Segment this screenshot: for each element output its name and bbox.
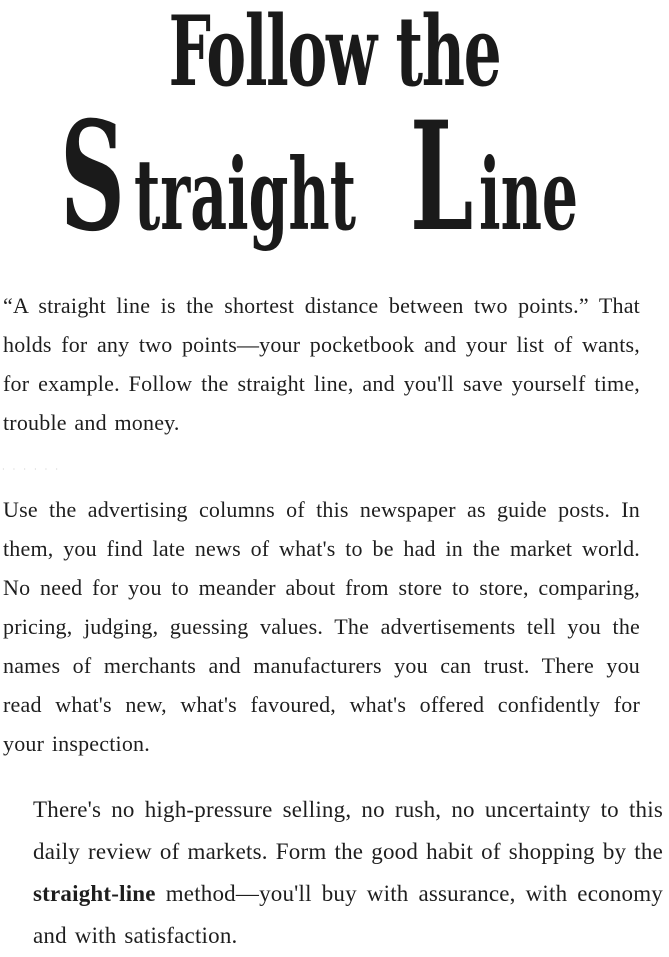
headline xyxy=(0,0,669,265)
headline-line-1: Follow the xyxy=(168,0,501,108)
paragraph-3-text-before: There's no high-pressure selling, no rush, no uncertainty to this daily review of markets. Form the good habit of shopping by the xyxy=(33,797,663,864)
headline-initial-s: S xyxy=(60,89,125,265)
headline-initial-l: L xyxy=(410,89,474,265)
headline-word-straight-rest: traight xyxy=(134,138,357,253)
straight-line-emphasis: straight-line xyxy=(33,881,156,906)
print-smudge: · · · · · · xyxy=(2,465,61,474)
headline-word-line-rest: ine xyxy=(479,138,579,253)
headline-word-line xyxy=(410,89,650,265)
paragraph-3 xyxy=(33,789,663,957)
paragraph-3-text-after: method—you'll buy with assurance, with economy and with satisfaction. xyxy=(33,881,663,948)
paragraph-2: Use the advertising columns of this newspaper as guide posts. In them, you find late news of what's to be had in the market world. No need for you to meander about from store to store, comparing, pricing, judging, guessing values. The advertisements tell you the names of merchants and manufacturers you can trust. There you read what's new, what's favoured, what's offered confidently for your inspection. xyxy=(3,497,640,756)
paragraph-1: “A straight line is the shortest distance between two points.” That holds for any two points—your pocketbook and your list of wants, for example. Follow the straight line, and you'll save yourself time, trouble and money. xyxy=(3,293,640,435)
